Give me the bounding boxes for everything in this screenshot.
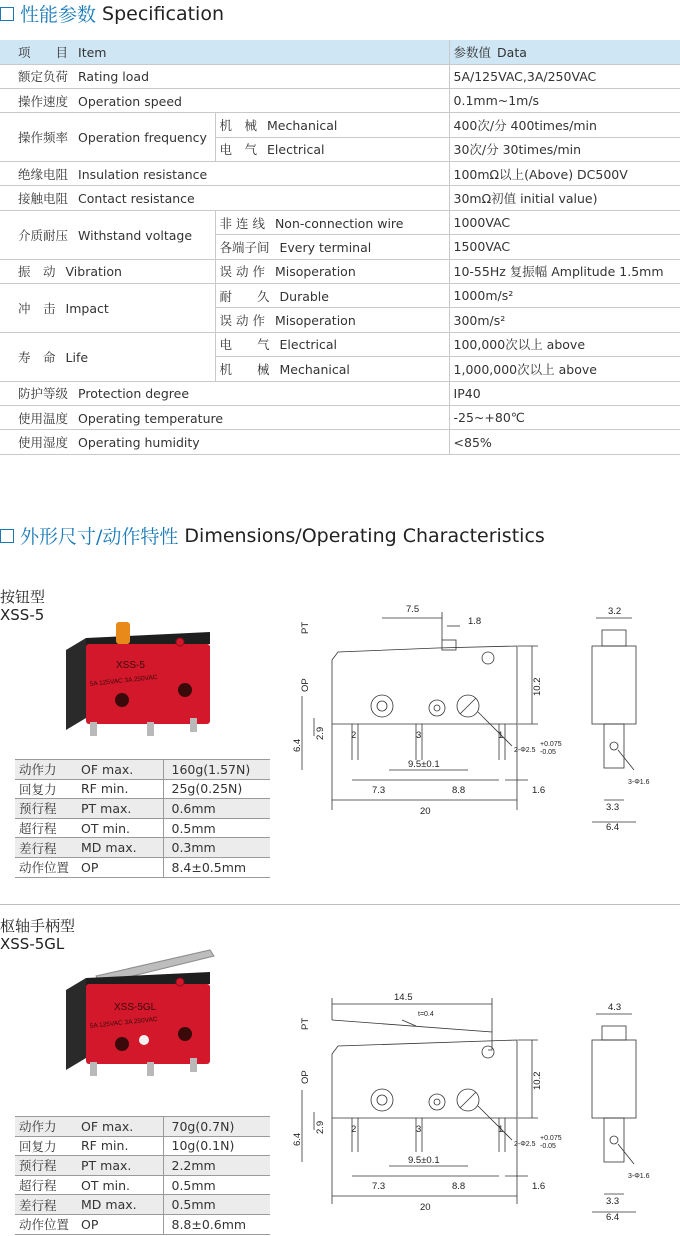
param-row: 超行程 OT min. 0.5mm bbox=[15, 818, 270, 838]
dim-d2: 8.8 bbox=[452, 1181, 466, 1192]
spec-row-operation-speed: 操作速度 Operation speed 0.1mm~1m/s bbox=[0, 88, 680, 112]
tol-plus: +0.075 bbox=[540, 741, 562, 748]
checkbox-square-icon bbox=[0, 529, 14, 543]
dim-height: 10.2 bbox=[532, 1071, 543, 1090]
label-pt: PT bbox=[300, 621, 311, 634]
mount-hole bbox=[178, 683, 192, 697]
dim-d3: 1.6 bbox=[532, 785, 546, 796]
tol-minus: -0.05 bbox=[540, 749, 556, 756]
dimension-drawing-xss5 bbox=[292, 600, 680, 832]
label-pt: PT bbox=[300, 1017, 311, 1030]
dim-left: 6.4 bbox=[292, 1132, 303, 1146]
dim-total: 20 bbox=[420, 806, 431, 817]
terminal-1: 1 bbox=[498, 1124, 504, 1135]
spec-section-title bbox=[0, 0, 224, 27]
terminal-1: 1 bbox=[498, 730, 504, 741]
switch-photo-xss5gl bbox=[60, 948, 220, 1088]
dim-d1: 7.3 bbox=[372, 785, 386, 796]
side-top: 3.2 bbox=[608, 606, 622, 617]
spec-row-temperature: 使用温度 Operating temperature -25~+80℃ bbox=[0, 405, 680, 429]
spec-row-operation-frequency: 操作频率 Operation frequency 机 械 Mechanical 400次/分 400times/min bbox=[0, 113, 680, 137]
photo-label: XSS-5 bbox=[116, 660, 145, 671]
label-op: OP bbox=[300, 678, 311, 692]
spec-row-impact-2: 误 动 作 Misoperation 300m/s² bbox=[0, 308, 680, 332]
side-mid: 3.3 bbox=[606, 1196, 620, 1207]
spec-title-en: Specification bbox=[102, 2, 225, 25]
param-row: 动作力 OF max. 70g(0.7N) bbox=[15, 1117, 270, 1137]
dim-top: 14.5 bbox=[394, 992, 413, 1003]
spec-row-contact: 接触电阻 Contact resistance 30mΩ初值 initial value) bbox=[0, 186, 680, 210]
section-divider bbox=[0, 904, 680, 905]
dim-pitch: 9.5±0.1 bbox=[408, 1155, 440, 1166]
dim-small: 1.8 bbox=[468, 616, 482, 627]
terminal-3: 3 bbox=[416, 1124, 422, 1135]
photo-label: XSS-5GL bbox=[114, 1002, 157, 1013]
dim-title-zh: 外形尺寸/动作特性 bbox=[20, 526, 179, 548]
side-width: 6.4 bbox=[606, 1212, 620, 1220]
label-op: OP bbox=[300, 1070, 311, 1084]
param-row: 超行程 OT min. 0.5mm bbox=[15, 1175, 270, 1195]
model-name: XSS-5 bbox=[0, 606, 45, 624]
model-name: XSS-5GL bbox=[0, 935, 65, 953]
header-data: 参数值 Data bbox=[449, 40, 680, 64]
actuator-button bbox=[116, 622, 130, 644]
dim-d2: 8.8 bbox=[452, 785, 466, 796]
dim-thickness: t=0.4 bbox=[418, 1011, 434, 1018]
param-row: 动作力 OF max. 160g(1.57N) bbox=[15, 760, 270, 780]
spec-row-protection: 防护等级 Protection degree IP40 bbox=[0, 381, 680, 405]
spec-row-vibration: 振 动 Vibration 误 动 作 Misoperation 10-55Hz 复振幅 Amplitude 1.5mm bbox=[0, 259, 680, 283]
dim-total: 20 bbox=[420, 1202, 431, 1213]
spec-row-withstand-2: 各端子间 Every terminal 1500VAC bbox=[0, 235, 680, 259]
header-item: 项 目 Item bbox=[0, 40, 449, 64]
param-row: 预行程 PT max. 0.6mm bbox=[15, 799, 270, 819]
side-top: 4.3 bbox=[608, 1002, 622, 1013]
param-table-xss5 bbox=[15, 759, 270, 878]
side-hole: 3-Φ1.6 bbox=[628, 779, 650, 786]
param-row: 回复力 RF min. 10g(0.1N) bbox=[15, 1136, 270, 1156]
dimension-drawing-xss5gl bbox=[292, 990, 680, 1220]
spec-row-operation-frequency-2: 电 气 Electrical 30次/分 30times/min bbox=[0, 137, 680, 161]
param-row: 回复力 RF min. 25g(0.25N) bbox=[15, 779, 270, 799]
spec-row-life-2: 机 械 Mechanical 1,000,000次以上 above bbox=[0, 357, 680, 381]
mount-hole bbox=[115, 1037, 129, 1051]
param-row: 动作位置 OP 8.4±0.5mm bbox=[15, 857, 270, 877]
switch-photo-xss5 bbox=[60, 618, 220, 738]
dim-d3: 1.6 bbox=[532, 1181, 546, 1192]
hole-note: 2-Φ2.5 bbox=[514, 747, 536, 754]
model-type-zh: 枢轴手柄型 bbox=[0, 917, 76, 935]
tol-plus: +0.075 bbox=[540, 1135, 562, 1142]
hole-note: 2-Φ2.5 bbox=[514, 1141, 536, 1148]
param-row: 差行程 MD max. 0.3mm bbox=[15, 838, 270, 858]
mount-hole bbox=[178, 1027, 192, 1041]
dim-side: 2.9 bbox=[315, 1120, 326, 1134]
spec-row-life: 寿 命 Life 电 气 Electrical 100,000次以上 above bbox=[0, 332, 680, 356]
photo-rating: 5A 125VAC 3A 250VAC bbox=[89, 1015, 158, 1030]
dim-d1: 7.3 bbox=[372, 1181, 386, 1192]
checkbox-square-icon bbox=[0, 7, 14, 21]
spec-row-insulation: 绝缘电阻 Insulation resistance 100mΩ以上(Above) DC500V bbox=[0, 162, 680, 186]
mount-hole bbox=[115, 693, 129, 707]
spec-row-rating-load: 额定负荷 Rating load 5A/125VAC,3A/250VAC bbox=[0, 64, 680, 88]
side-mid: 3.3 bbox=[606, 802, 620, 813]
spec-row-withstand: 介质耐压 Withstand voltage 非 连 线 Non-connection wire 1000VAC bbox=[0, 210, 680, 234]
side-width: 6.4 bbox=[606, 822, 620, 832]
dim-title-en: Dimensions/Operating Characteristics bbox=[184, 524, 545, 547]
model-type-zh: 按钮型 bbox=[0, 588, 46, 606]
side-hole: 3-Φ1.6 bbox=[628, 1173, 650, 1180]
spec-row-impact: 冲 击 Impact 耐 久 Durable 1000m/s² bbox=[0, 284, 680, 308]
param-table-xss5gl bbox=[15, 1116, 270, 1235]
dimensions-section-title bbox=[0, 522, 545, 549]
terminal-2: 2 bbox=[351, 730, 357, 741]
param-row: 动作位置 OP 8.8±0.6mm bbox=[15, 1214, 270, 1234]
spec-title-zh: 性能参数 bbox=[20, 4, 97, 26]
dim-side: 2.9 bbox=[315, 726, 326, 740]
tol-minus: -0.05 bbox=[540, 1143, 556, 1150]
terminal-2: 2 bbox=[351, 1124, 357, 1135]
photo-rating: 5A 125VAC 3A 250VAC bbox=[89, 673, 158, 688]
dim-left: 6.4 bbox=[292, 738, 303, 752]
param-row: 预行程 PT max. 2.2mm bbox=[15, 1156, 270, 1176]
spec-header-row bbox=[0, 40, 680, 64]
specification-table bbox=[0, 40, 680, 455]
spec-row-humidity: 使用湿度 Operating humidity <85% bbox=[0, 430, 680, 454]
dim-pitch: 9.5±0.1 bbox=[408, 759, 440, 770]
param-row: 差行程 MD max. 0.5mm bbox=[15, 1195, 270, 1215]
terminal-3: 3 bbox=[416, 730, 422, 741]
dim-top: 7.5 bbox=[406, 604, 420, 615]
dim-height: 10.2 bbox=[532, 677, 543, 696]
